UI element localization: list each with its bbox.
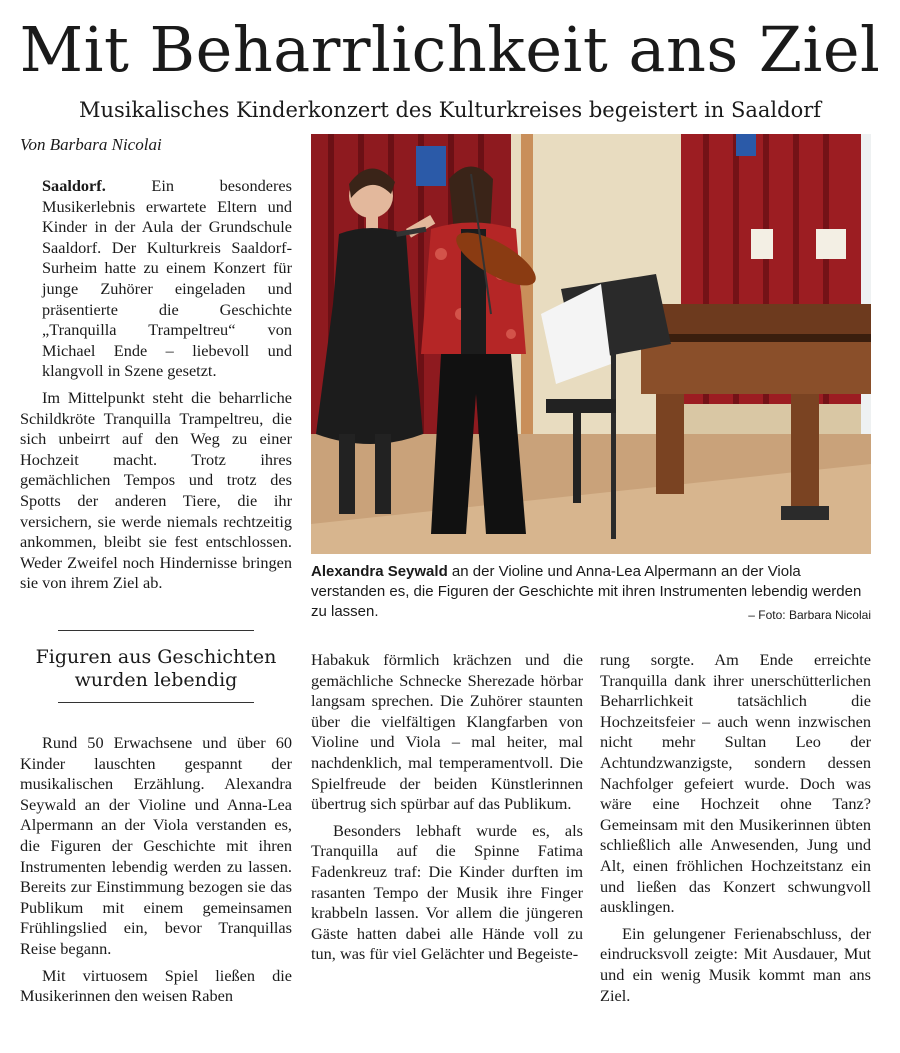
divider-top [58,630,254,631]
caption-name: Alexandra Seywald [311,563,448,580]
paragraph-2: Im Mittelpunkt steht die beharrliche Schildkröte Tranquilla Trampeltreu, die sich unbeirrt auf den Weg zu einer Hochzeit macht. Trotz ihres gemächlichen Tempos und trotz des Spotts der anderen Tiere, die ihr versichern, sie werde niemals rechtzeitig ankommen, bleibt sie fest entschlossen. Weder Zweifel noch Hindernisse bringen sie von ihrem Ziel ab. [20,387,292,593]
paragraph-8: Ein gelungener Ferienabschluss, der eindrucksvoll zeigte: Mit Ausdauer, Mut und ein wenig Musik kommt man ans Ziel. [600,923,871,1005]
paragraph-1-text: Ein besonderes Musikerlebnis erwartete Eltern und Kinder in der Aula der Grundschule Saaldorf. Der Kulturkreis Saaldorf-Surheim hatte zu einem Konzert für junge Zuhörer eingeladen und präsentierte die Geschichte „Tranquilla Trampeltreu“ von Michael Ende – liebevoll und klangvoll in Szene gesetzt. [42,176,292,381]
concert-photo-illustration [311,134,871,554]
column-1-top [20,176,292,594]
subtitle-line-1: Figuren aus Geschichten [35,646,277,668]
photo-credit: – Foto: Barbara Nicolai [748,608,871,622]
subheadline: Musikalisches Kinderkonzert des Kulturkreises begeistert in Saaldorf [78,98,822,122]
byline: Von Barbara Nicolai [20,135,162,154]
paragraph-7: rung sorgte. Am Ende erreichte Tranquilla dank ihrer unerschütterlichen Beharrlichkeit tatsächlich die Hochzeitsfeier – auch wenn inzwischen nicht mehr Sultan Leo der Achtundzwanzigste, sondern dessen Nachfolger gefeiert wurde. Doch was wäre eine Hochzeit ohne Tanz? Gemeinsam mit den Musikerinnen übten schließlich alle Anwesenden, Jung und Alt, einen fröhlichen Hochzeitstanz ein und ließen das Konzert schwungvoll ausklingen. [600,650,871,917]
paragraph-6: Besonders lebhaft wurde es, als Tranquilla auf die Spinne Fatima Fadenkreuz traf: Die Kinder durften im rasanten Tempo der Musik ihre Finger krabbeln lassen. Vor allem die jüngeren Gäste hatten dabei alle Hände voll zu tun, was für viel Gelächter und Begeiste- [311,820,583,964]
caption-text: an der Violine und Anna-Lea Alpermann an der Viola verstanden es, die Figuren der Geschichte mit ihren Instrumenten lebendig werden zu lassen. [311,563,862,620]
column-2 [311,650,583,965]
paragraph-3: Rund 50 Erwachsene und über 60 Kinder lauschten gespannt der musikalischen Erzählung. Alexandra Seywald an der Violine und Anna-Lea Alpermann an der Viola verstanden es, die Figuren der Geschichte mit ihren Instrumenten lebendig werden zu lassen. Bereits zur Einstimmung bezogen sie das Publikum mit einem gemeinsamen Frühlingslied ein, bevor Tranquillas Reise begann. [20,733,292,958]
headline: Mit Beharrlichkeit ans Ziel [19,13,881,86]
paragraph-4: Mit virtuosem Spiel ließen die Musikerinnen den weisen Raben [20,965,292,1006]
section-subtitle [20,646,292,692]
concert-photo [311,134,871,554]
divider-bottom [58,702,254,703]
subtitle-line-2: wurden lebendig [74,669,238,691]
paragraph-1 [20,176,292,382]
lead-place: Saaldorf. [42,176,106,195]
column-1-bottom [20,733,292,1007]
column-3 [600,650,871,1006]
paragraph-5: Habakuk förmlich krächzen und die gemächliche Schnecke Sherezade hörbar langsam sprechen. Die Zuhörer staunten über die vielfältigen Klangfarben von Violine und Viola – mal heiter, mal nachdenklich, mal temperamentvoll. Die Spielfreude der beiden Künstlerinnen übertrug sich spürbar auf das Publikum. [311,650,583,814]
